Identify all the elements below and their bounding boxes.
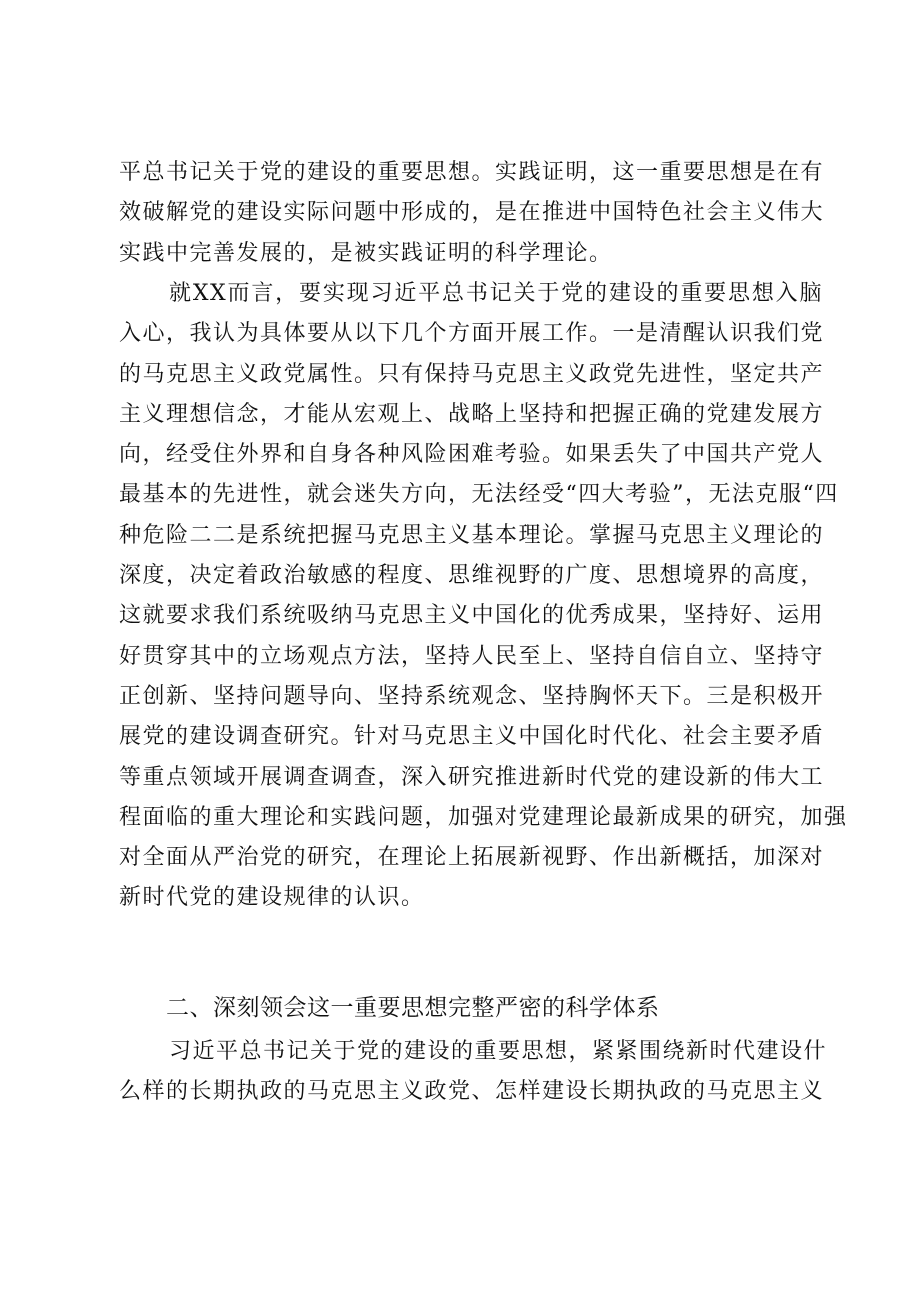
paragraph-line: 种危险二二是系统把握马克思主义基本理论。掌握马克思主义理论的 xyxy=(119,522,825,548)
paragraph-line: 对全面从严治党的研究，在理论上拓展新视野、作出新概括，加深对 xyxy=(119,845,825,871)
paragraph-line: 么样的长期执政的马克思主义政党、怎样建设长期执政的马克思主义 xyxy=(119,1079,825,1105)
paragraph-line: 等重点领域开展调查调查，深入研究推进新时代党的建设新的伟大工 xyxy=(119,764,825,790)
paragraph-line: 向，经受住外界和自身各种风险困难考验。如果丢失了中国共产党人 xyxy=(119,442,825,468)
paragraph-line: 程面临的重大理论和实践问题，加强对党建理论最新成果的研究，加强 xyxy=(119,804,848,830)
paragraph-line: 习近平总书记关于党的建设的重要思想，紧紧围绕新时代建设什 xyxy=(169,1039,828,1064)
paragraph-line: 这就要求我们系统吸纳马克思主义中国化的优秀成果，坚持好、运用 xyxy=(119,603,825,629)
paragraph-2 xyxy=(119,274,848,919)
paragraph-line: 实践中完善发展的，是被实践证明的科学理论。 xyxy=(119,240,613,266)
section-heading: 二、深刻领会这一重要思想完整严密的科学体系 xyxy=(166,995,660,1021)
paragraph-line: 展党的建设调查研究。针对马克思主义中国化时代化、社会主要矛盾 xyxy=(119,724,825,750)
paragraph-3 xyxy=(119,1032,828,1113)
paragraph-line: 新时代党的建设规律的认识。 xyxy=(119,885,425,911)
paragraph-line: 就XX而言，要实现习近平总书记关于党的建设的重要思想入脑 xyxy=(169,281,823,306)
paragraph-line: 正创新、坚持问题导向、坚持系统观念、坚持胸怀天下。三是积极开 xyxy=(119,683,825,709)
paragraph-line: 深度，决定着政治敏感的程度、思维视野的广度、思想境界的高度， xyxy=(119,563,825,589)
paragraph-1 xyxy=(119,153,823,274)
paragraph-line: 入心，我认为具体要从以下几个方面开展工作。一是清醒认识我们党 xyxy=(119,321,825,347)
paragraph-line: 的马克思主义政党属性。只有保持马克思主义政党先进性，坚定共产 xyxy=(119,361,825,387)
paragraph-line: 效破解党的建设实际问题中形成的，是在推进中国特色社会主义伟大 xyxy=(119,200,825,226)
paragraph-line: 主义理想信念，才能从宏观上、战略上坚持和把握正确的党建发展方 xyxy=(119,401,825,427)
paragraph-line: 平总书记关于党的建设的重要思想。实践证明，这一重要思想是在有 xyxy=(119,160,825,185)
paragraph-line: 好贯穿其中的立场观点方法，坚持人民至上、坚持自信自立、坚持守 xyxy=(119,643,825,669)
paragraph-line: 最基本的先进性，就会迷失方向，无法经受“四大考验”，无法克服“四 xyxy=(119,482,839,508)
